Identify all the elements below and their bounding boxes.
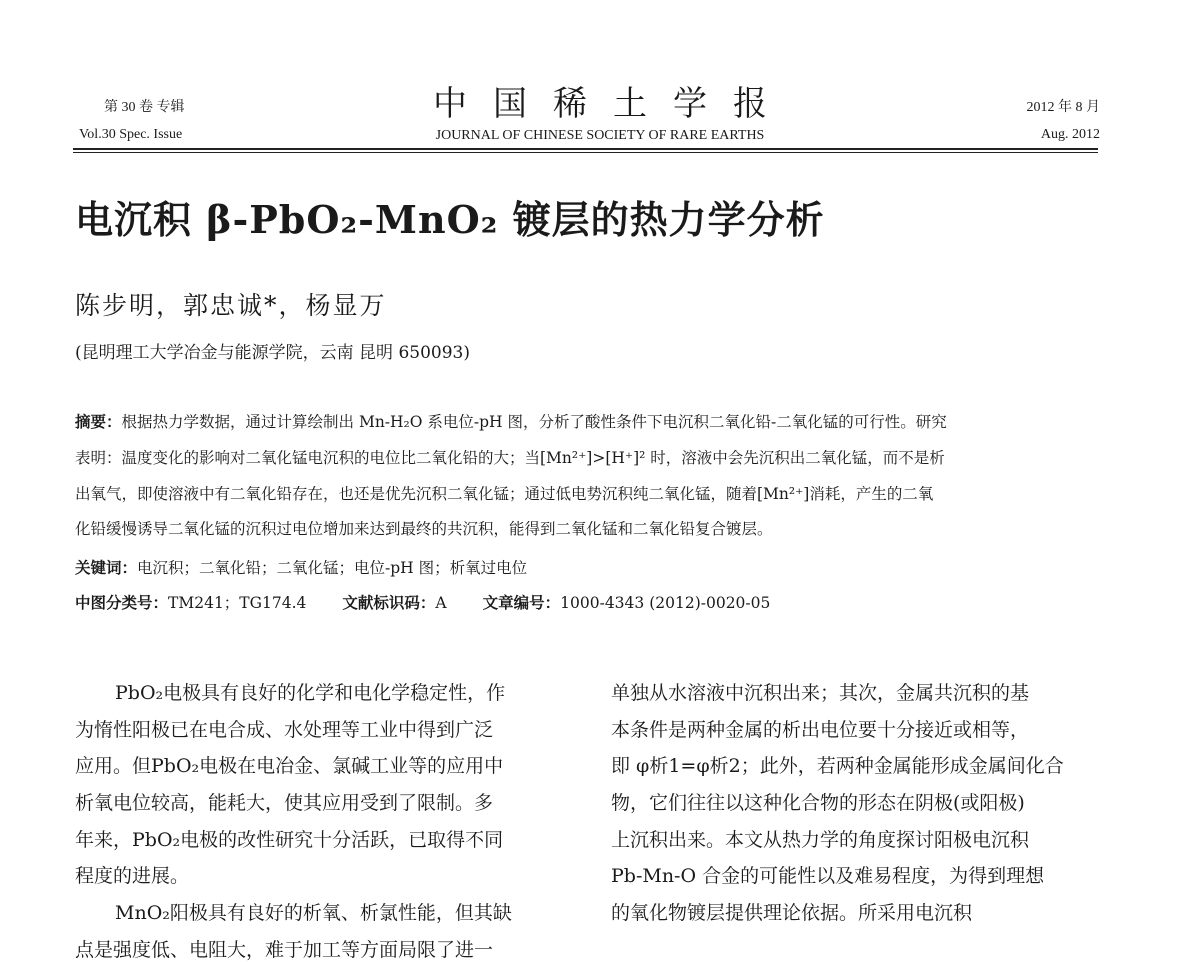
keywords-label: 关键词： — [75, 558, 138, 577]
header-rule-thick — [73, 148, 1098, 150]
body-left-line-2: 为惰性阳极已在电合成、水处理等工业中得到广泛 — [75, 719, 494, 741]
abstract-line-3: 出氧气，即使溶液中有二氧化铅存在，也还是优先沉积二氧化锰；通过低电势沉积纯二氧化锰，随着[Mn²⁺]消耗，产生的二氧 — [75, 485, 934, 503]
body-right-line-4: 物，它们往往以这种化合物的形态在阴极(或阳极) — [611, 792, 1025, 814]
body-left-line-3: 应用。但PbO₂电极在电冶金、氯碱工业等的应用中 — [75, 755, 504, 777]
keywords-line — [75, 558, 527, 578]
header-rule-thin — [73, 152, 1098, 153]
doc-code-label: 文献标识码： — [342, 593, 436, 612]
abstract-line-4: 化铅缓慢诱导二氧化锰的沉积过电位增加来达到最终的共沉积，能得到二氧化锰和二氧化铅复合镀层。 — [75, 520, 773, 538]
abstract-label: 摘要： — [75, 412, 122, 431]
journal-title-cn: 中国稀土学报 — [433, 84, 793, 124]
classification-line — [75, 593, 770, 613]
issue-date-en: Aug. 2012 — [1040, 127, 1100, 142]
article-affiliation: (昆明理工大学冶金与能源学院，云南 昆明 650093) — [75, 343, 470, 363]
body-right-line-2: 本条件是两种金属的析出电位要十分接近或相等， — [611, 719, 1030, 741]
article-number-value: 1000-4343 (2012)-0020-05 — [560, 594, 771, 612]
body-left-line-8: 点是强度低、电阻大，难于加工等方面局限了进一 — [75, 939, 494, 961]
abstract-line-1 — [75, 412, 947, 432]
keywords-text: 电沉积；二氧化铅；二氧化锰；电位-pH 图；析氧过电位 — [137, 559, 528, 577]
body-left-line-6: 程度的进展。 — [75, 865, 190, 887]
article-authors: 陈步明，郭忠诚*，杨显万 — [75, 291, 387, 320]
body-left-line-7: MnO₂阳极具有良好的析氧、析氯性能，但其缺 — [115, 902, 512, 924]
body-left-line-4: 析氧电位较高，能耗大，使其应用受到了限制。多 — [75, 792, 494, 814]
article-title: 电沉积 β-PbO₂-MnO₂ 镀层的热力学分析 — [75, 197, 825, 242]
body-right-line-3: 即 φ析1=φ析2；此外，若两种金属能形成金属间化合 — [611, 755, 1064, 777]
body-left-line-1: PbO₂电极具有良好的化学和电化学稳定性，作 — [115, 682, 506, 704]
doc-code-value: A — [435, 594, 447, 612]
class-label: 中图分类号： — [75, 593, 169, 612]
article-number-label: 文章编号： — [482, 593, 561, 612]
journal-volume-en: Vol.30 Spec. Issue — [79, 127, 183, 142]
body-right-line-7: 的氧化物镀层提供理论依据。所采用电沉积 — [611, 902, 973, 924]
journal-volume-cn: 第 30 卷 专辑 — [104, 100, 185, 115]
body-left-line-5: 年来，PbO₂电极的改性研究十分活跃，已取得不同 — [75, 829, 504, 851]
issue-date-cn: 2012 年 8 月 — [1026, 100, 1100, 115]
class-value: TM241；TG174.4 — [168, 594, 307, 612]
body-right-line-6: Pb-Mn-O 合金的可能性以及难易程度，为得到理想 — [611, 865, 1045, 887]
body-right-line-1: 单独从水溶液中沉积出来；其次，金属共沉积的基 — [611, 682, 1030, 704]
body-right-line-5: 上沉积出来。本文从热力学的角度探讨阳极电沉积 — [611, 829, 1030, 851]
abstract-text: 根据热力学数据，通过计算绘制出 Mn-H₂O 系电位-pH 图，分析了酸性条件下电沉积二氧化铅-二氧化锰的可行性。研究 — [121, 413, 947, 431]
journal-title-en: JOURNAL OF CHINESE SOCIETY OF RARE EARTHS — [435, 128, 765, 143]
abstract-line-2: 表明：温度变化的影响对二氧化锰电沉积的电位比二氧化铅的大；当[Mn²⁺]>[H⁺]² 时，溶液中会先沉积出二氧化锰，而不是析 — [75, 449, 945, 467]
